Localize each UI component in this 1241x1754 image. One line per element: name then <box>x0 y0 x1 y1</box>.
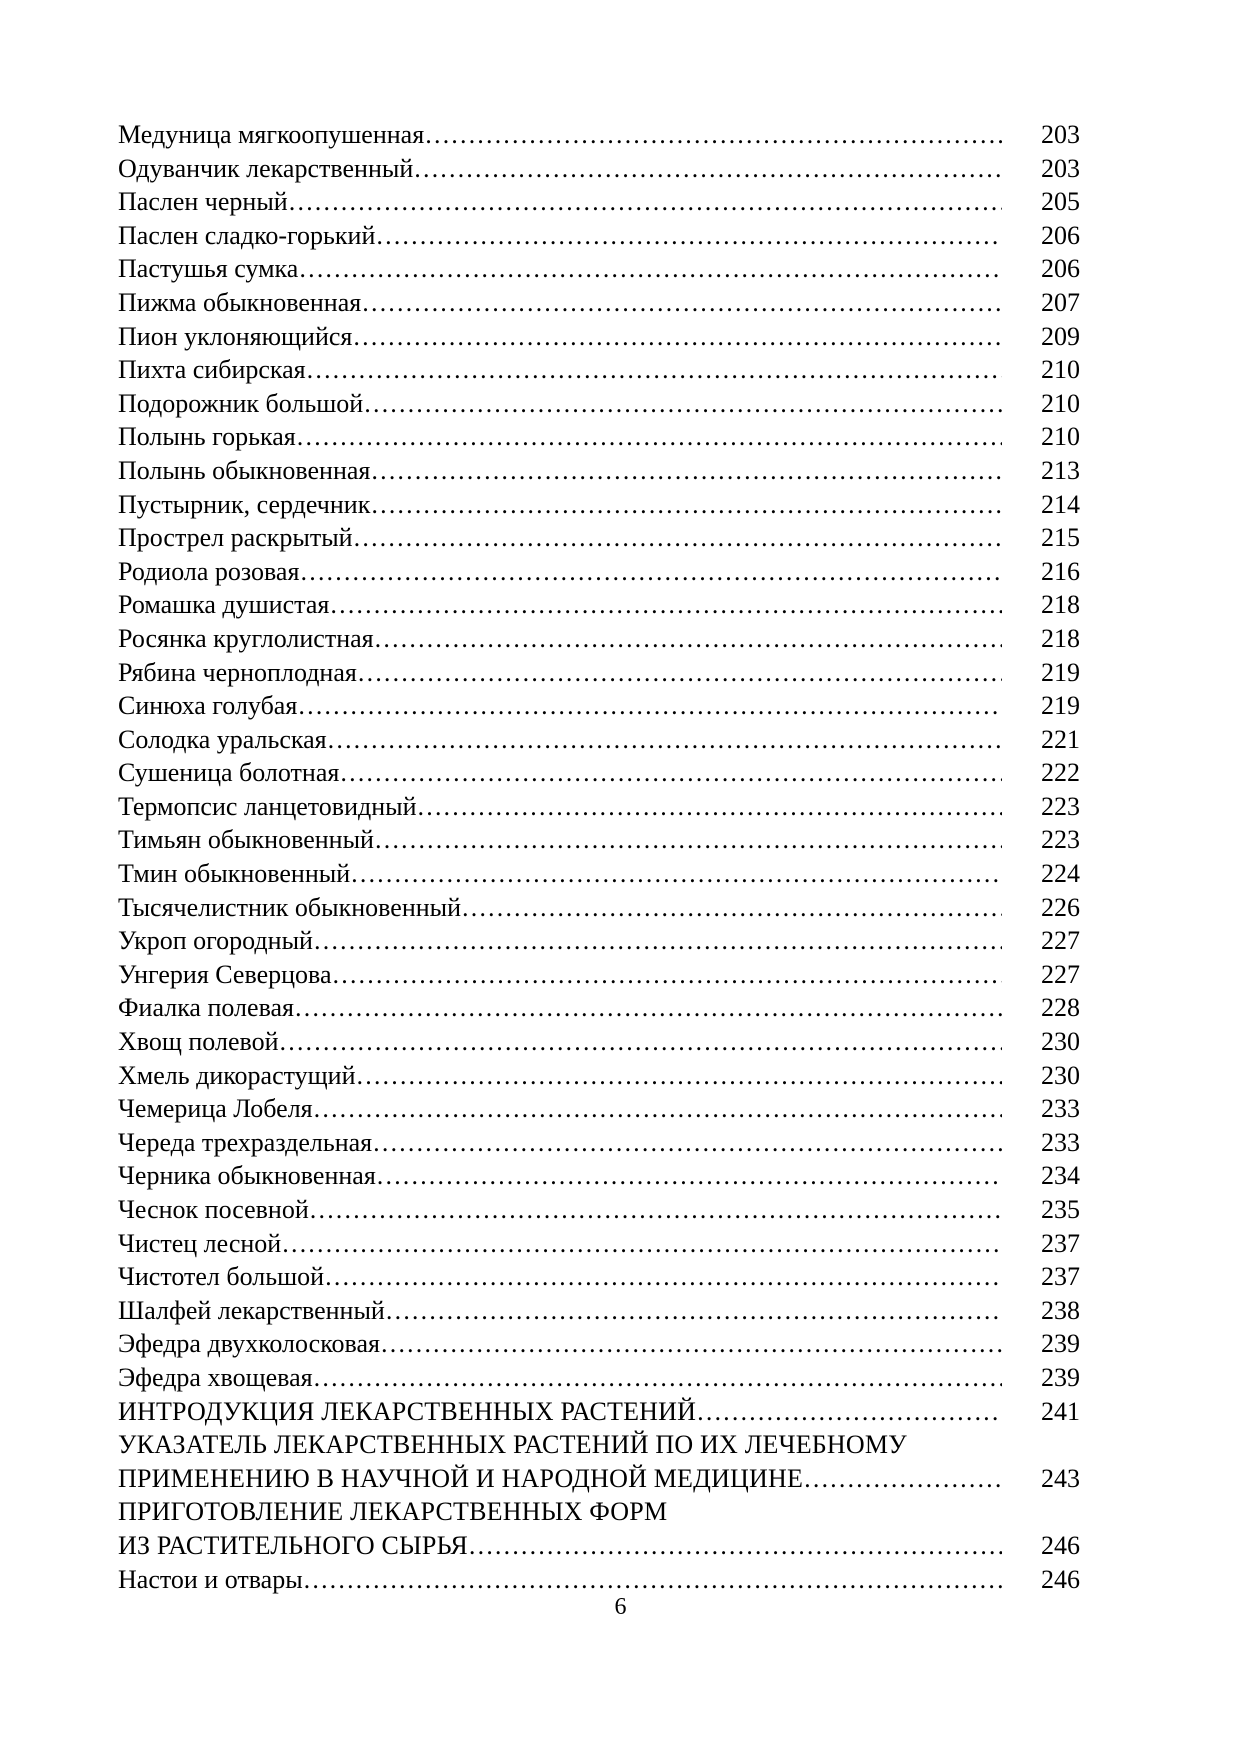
toc-row <box>118 387 1080 421</box>
dot-leader <box>380 1327 1002 1361</box>
toc-entry-page: 205 <box>1041 187 1080 217</box>
toc-entry-page: 237 <box>1041 1228 1080 1258</box>
dot-leader <box>313 1361 1002 1395</box>
toc-entry-title: Медуница мягкоопушенная <box>118 120 425 149</box>
toc-entry-title: Паслен сладко-горький <box>118 220 376 250</box>
toc-entry-page: 226 <box>1041 892 1080 922</box>
dot-leader <box>468 1529 1002 1563</box>
dot-leader <box>370 488 1002 522</box>
toc-entry-page: 234 <box>1041 1161 1080 1191</box>
toc-row <box>118 1059 1080 1093</box>
toc-row <box>118 521 1080 555</box>
toc-entry-page: 218 <box>1041 623 1080 653</box>
toc-entry-page: 222 <box>1041 758 1080 788</box>
toc-entry-page: 203 <box>1041 153 1080 183</box>
toc-entry-title: Рябина черноплодная <box>118 657 357 687</box>
toc-entry-page: 215 <box>1041 523 1080 553</box>
toc-entry-title: Черника обыкновенная <box>118 1161 376 1191</box>
dot-leader <box>279 1025 1003 1059</box>
toc-row <box>118 689 1080 723</box>
dot-leader <box>424 118 1002 152</box>
dot-leader <box>361 286 1002 320</box>
toc-entry-title: Пион уклоняющийся <box>118 321 353 351</box>
dot-leader <box>370 454 1002 488</box>
toc-entry-page: 219 <box>1041 691 1080 721</box>
dot-leader <box>299 555 1002 589</box>
dot-leader <box>385 1294 1002 1328</box>
toc-entry-page: 227 <box>1041 926 1080 956</box>
toc-entry-page: 210 <box>1041 355 1080 385</box>
toc-row <box>118 756 1080 790</box>
toc-entry-title: Пастушья сумка <box>118 254 299 284</box>
toc-row-index-line2 <box>118 1462 1080 1496</box>
toc-entry-page: 230 <box>1041 1027 1080 1057</box>
toc-entry-page: 207 <box>1041 287 1080 317</box>
dot-leader <box>413 152 1002 186</box>
toc-entry-page: 210 <box>1041 388 1080 418</box>
toc-entry-page: 219 <box>1041 657 1080 687</box>
toc-row <box>118 320 1080 354</box>
toc-row <box>118 588 1080 622</box>
dot-leader <box>374 823 1002 857</box>
toc-row <box>118 823 1080 857</box>
toc-entry-page: 238 <box>1041 1295 1080 1325</box>
toc-entry-page: 224 <box>1041 859 1080 889</box>
toc-entry-page: 233 <box>1041 1127 1080 1157</box>
toc-entry-title: Эфедра хвощевая <box>118 1362 313 1392</box>
toc-entry-title: Хвощ полевой <box>118 1027 279 1057</box>
dot-leader <box>417 790 1002 824</box>
toc-entry-page: 210 <box>1041 422 1080 452</box>
toc-row-preparation-line2 <box>118 1529 1080 1563</box>
toc-entry-page: 218 <box>1041 590 1080 620</box>
toc-row <box>118 1092 1080 1126</box>
toc-row-preparation-line1 <box>118 1495 1080 1529</box>
toc-entries <box>118 118 1080 1395</box>
toc-entry-title: Росянка круглолистная <box>118 623 374 653</box>
dot-leader <box>309 1193 1002 1227</box>
toc-entry-page: 237 <box>1041 1262 1080 1292</box>
toc-row <box>118 1361 1080 1395</box>
dot-leader <box>324 1260 1002 1294</box>
dot-leader <box>375 219 1002 253</box>
dot-leader <box>356 1059 1002 1093</box>
toc-row <box>118 1159 1080 1193</box>
dot-leader <box>374 622 1002 656</box>
toc-row <box>118 118 1080 152</box>
table-of-contents <box>118 118 1080 1596</box>
toc-row <box>118 1327 1080 1361</box>
toc-entry-title: ПРИМЕНЕНИЮ В НАУЧНОЙ И НАРОДНОЙ МЕДИЦИНЕ <box>118 1463 804 1493</box>
toc-entry-title: Полынь обыкновенная <box>118 455 371 485</box>
dot-leader <box>339 756 1002 790</box>
toc-entry-page: 235 <box>1041 1195 1080 1224</box>
toc-row <box>118 488 1080 522</box>
toc-entry-title: Фиалка полевая <box>118 993 294 1023</box>
dot-leader <box>332 958 1002 992</box>
dot-leader <box>696 1395 1002 1429</box>
toc-entry-title: Шалфей лекарственный <box>118 1295 385 1325</box>
dot-leader <box>306 353 1002 387</box>
toc-entry-title: Настои и отвары <box>118 1564 303 1594</box>
dot-leader <box>281 1227 1002 1261</box>
toc-entry-page: 216 <box>1041 556 1080 586</box>
toc-entry-page: 209 <box>1041 321 1080 351</box>
toc-entry-page: 246 <box>1041 1564 1080 1594</box>
dot-leader <box>327 723 1002 757</box>
toc-entry-title: ИНТРОДУКЦИЯ ЛЕКАРСТВЕННЫХ РАСТЕНИЙ <box>118 1396 697 1426</box>
toc-entry-title: ИЗ РАСТИТЕЛЬНОГО СЫРЬЯ <box>118 1530 468 1560</box>
toc-row <box>118 1227 1080 1261</box>
dot-leader <box>357 656 1002 690</box>
toc-row <box>118 252 1080 286</box>
toc-entry-title: Подорожник большой <box>118 388 364 418</box>
toc-entry-page: 213 <box>1041 455 1080 485</box>
toc-entry-page: 206 <box>1041 220 1080 250</box>
toc-entry-title: Пустырник, сердечник <box>118 489 371 519</box>
toc-row <box>118 1025 1080 1059</box>
dot-leader <box>298 252 1002 286</box>
dot-leader <box>303 1563 1002 1597</box>
toc-entry-title: Чистец лесной <box>118 1228 282 1258</box>
toc-entry-page: 228 <box>1041 993 1080 1023</box>
toc-entry-title: Чистотел большой <box>118 1262 325 1292</box>
toc-entry-page: 230 <box>1041 1060 1080 1090</box>
toc-row <box>118 891 1080 925</box>
toc-entry-page: 241 <box>1041 1396 1080 1426</box>
dot-leader <box>461 891 1002 925</box>
toc-entry-page: 206 <box>1041 254 1080 284</box>
dot-leader <box>329 588 1002 622</box>
toc-entry-page: 246 <box>1041 1530 1080 1560</box>
toc-entry-page: 243 <box>1041 1463 1080 1493</box>
toc-row-index-line1 <box>118 1428 1080 1462</box>
toc-row-introduction <box>118 1395 1080 1429</box>
toc-entry-title: ПРИГОТОВЛЕНИЕ ЛЕКАРСТВЕННЫХ ФОРМ <box>118 1497 668 1527</box>
toc-entry-title: Прострел раскрытый <box>118 523 353 553</box>
toc-entry-title: Пижма обыкновенная <box>118 287 362 317</box>
toc-entry-title: Череда трехраздельная <box>118 1127 373 1157</box>
toc-entry-title: Одуванчик лекарственный <box>118 153 414 183</box>
dot-leader <box>353 521 1002 555</box>
toc-entry-title: Укроп огородный <box>118 926 313 956</box>
toc-row <box>118 723 1080 757</box>
toc-entry-page: 233 <box>1041 1094 1080 1124</box>
toc-entry-page: 223 <box>1041 791 1080 821</box>
toc-entry-page: 239 <box>1041 1362 1080 1392</box>
toc-entry-title: Тимьян обыкновенный <box>118 825 374 855</box>
toc-row <box>118 1260 1080 1294</box>
toc-entry-title: Родиола розовая <box>118 556 300 586</box>
toc-entry-page: 221 <box>1041 724 1080 754</box>
toc-entry-page: 203 <box>1041 120 1080 149</box>
toc-entry-page: 227 <box>1041 959 1080 989</box>
toc-row <box>118 353 1080 387</box>
toc-entry-page: 214 <box>1041 489 1080 519</box>
toc-row-infusions <box>118 1563 1080 1597</box>
dot-leader <box>288 185 1002 219</box>
toc-entry-page: 239 <box>1041 1329 1080 1359</box>
toc-row <box>118 1193 1080 1227</box>
toc-row <box>118 1294 1080 1328</box>
toc-row <box>118 152 1080 186</box>
toc-entry-title: Тысячелистник обыкновенный <box>118 892 462 922</box>
dot-leader <box>297 689 1002 723</box>
toc-entry-title: Ромашка душистая <box>118 590 330 620</box>
toc-entry-title: Хмель дикорастущий <box>118 1060 356 1090</box>
page-number: 6 <box>614 1594 627 1620</box>
dot-leader <box>376 1159 1002 1193</box>
toc-row <box>118 924 1080 958</box>
toc-entry-title: Синюха голубая <box>118 691 298 721</box>
dot-leader <box>313 1092 1002 1126</box>
toc-entry-title: УКАЗАТЕЛЬ ЛЕКАРСТВЕННЫХ РАСТЕНИЙ ПО ИХ ЛЕЧЕБНОМУ <box>118 1430 907 1460</box>
toc-row <box>118 790 1080 824</box>
toc-row <box>118 991 1080 1025</box>
dot-leader <box>350 857 1002 891</box>
toc-row <box>118 622 1080 656</box>
dot-leader <box>294 991 1002 1025</box>
toc-entry-title: Термопсис ланцетовидный <box>118 791 417 821</box>
toc-row <box>118 656 1080 690</box>
dot-leader <box>803 1462 1002 1496</box>
toc-entry-title: Сушеница болотная <box>118 758 340 788</box>
toc-row <box>118 420 1080 454</box>
toc-row <box>118 555 1080 589</box>
toc-entry-title: Эфедра двухколосковая <box>118 1329 380 1359</box>
toc-entry-title: Пихта сибирская <box>118 355 306 385</box>
toc-row <box>118 454 1080 488</box>
toc-row <box>118 286 1080 320</box>
toc-entry-page: 223 <box>1041 825 1080 855</box>
dot-leader <box>363 387 1002 421</box>
toc-row <box>118 185 1080 219</box>
toc-row <box>118 958 1080 992</box>
toc-row <box>118 1126 1080 1160</box>
toc-entry-title: Полынь горькая <box>118 422 296 452</box>
dot-leader <box>352 320 1002 354</box>
dot-leader <box>372 1126 1002 1160</box>
toc-entry-title: Тмин обыкновенный <box>118 859 351 889</box>
dot-leader <box>313 924 1002 958</box>
toc-entry-title: Паслен черный <box>118 187 288 217</box>
toc-entry-title: Унгерия Северцова <box>118 959 332 989</box>
toc-row <box>118 857 1080 891</box>
toc-entry-title: Чемерица Лобеля <box>118 1094 313 1124</box>
dot-leader <box>296 420 1002 454</box>
toc-row <box>118 219 1080 253</box>
toc-entry-title: Чеснок посевной <box>118 1195 309 1224</box>
toc-entry-title: Солодка уральская <box>118 724 327 754</box>
